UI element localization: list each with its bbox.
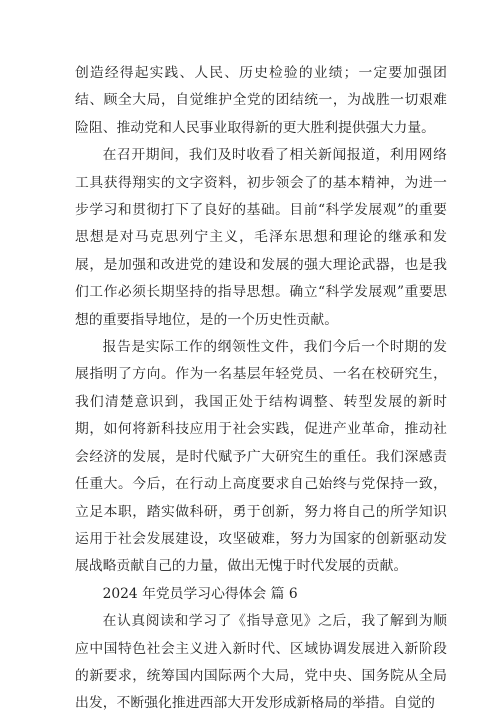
section-heading: 2024 年党员学习心得体会 篇 6 (102, 585, 298, 602)
paragraph-4: 在认真阅读和学习了《指导意见》之后，我了解到为顺应中国特色社会主义进入新时代、区域协调发展进入新阶段的新要求，统筹国内国际两个大局，党中央、国务院从全局出发，不断强化推进西部大开发形成新格局的举措。自觉的 (75, 613, 447, 712)
paragraph-3: 报告是实际工作的纲领性文件，我们今后一个时期的发展指明了方向。作为一名基层年轻党员、一名在校研究生，我们清楚意识到，我国正处于结构调整、转型发展的新时期，如何将新科技应用于社会实践，促进产业革命，推动社会经济的发展，是时代赋予广大研究生的重任。我们深感责任重大。今后，在行动上高度要求自己始终与党保持一致，立足本职，踏实做科研，勇于创新，努力将自己的所学知识运用于社会发展建设，攻坚破难，努力为国家的创新驱动发展战略贡献自己的力量，做出无愧于时代发展的贡献。 (75, 339, 447, 575)
paragraph-2: 在召开期间，我们及时收看了相关新闻报道，利用网络工具获得翔实的文字资料，初步领会了的基本精神，为进一步学习和贯彻打下了良好的基础。目前“科学发展观”的重要思想是对马克思列宁主义，毛泽东思想和理论的继承和发展，是加强和改进党的建设和发展的强大理论武器，也是我们工作必须长期坚持的指导思想。确立“科学发展观”重要思想的重要指导地位，是的一个历史性贡献。 (75, 147, 447, 328)
document-body (75, 60, 447, 718)
paragraph-1: 创造经得起实践、人民、历史检验的业绩；一定要加强团结、顾全大局，自觉维护全党的团结统一，为战胜一切艰难险阻、推动党和人民事业取得新的更大胜利提供强大力量。 (75, 65, 447, 136)
